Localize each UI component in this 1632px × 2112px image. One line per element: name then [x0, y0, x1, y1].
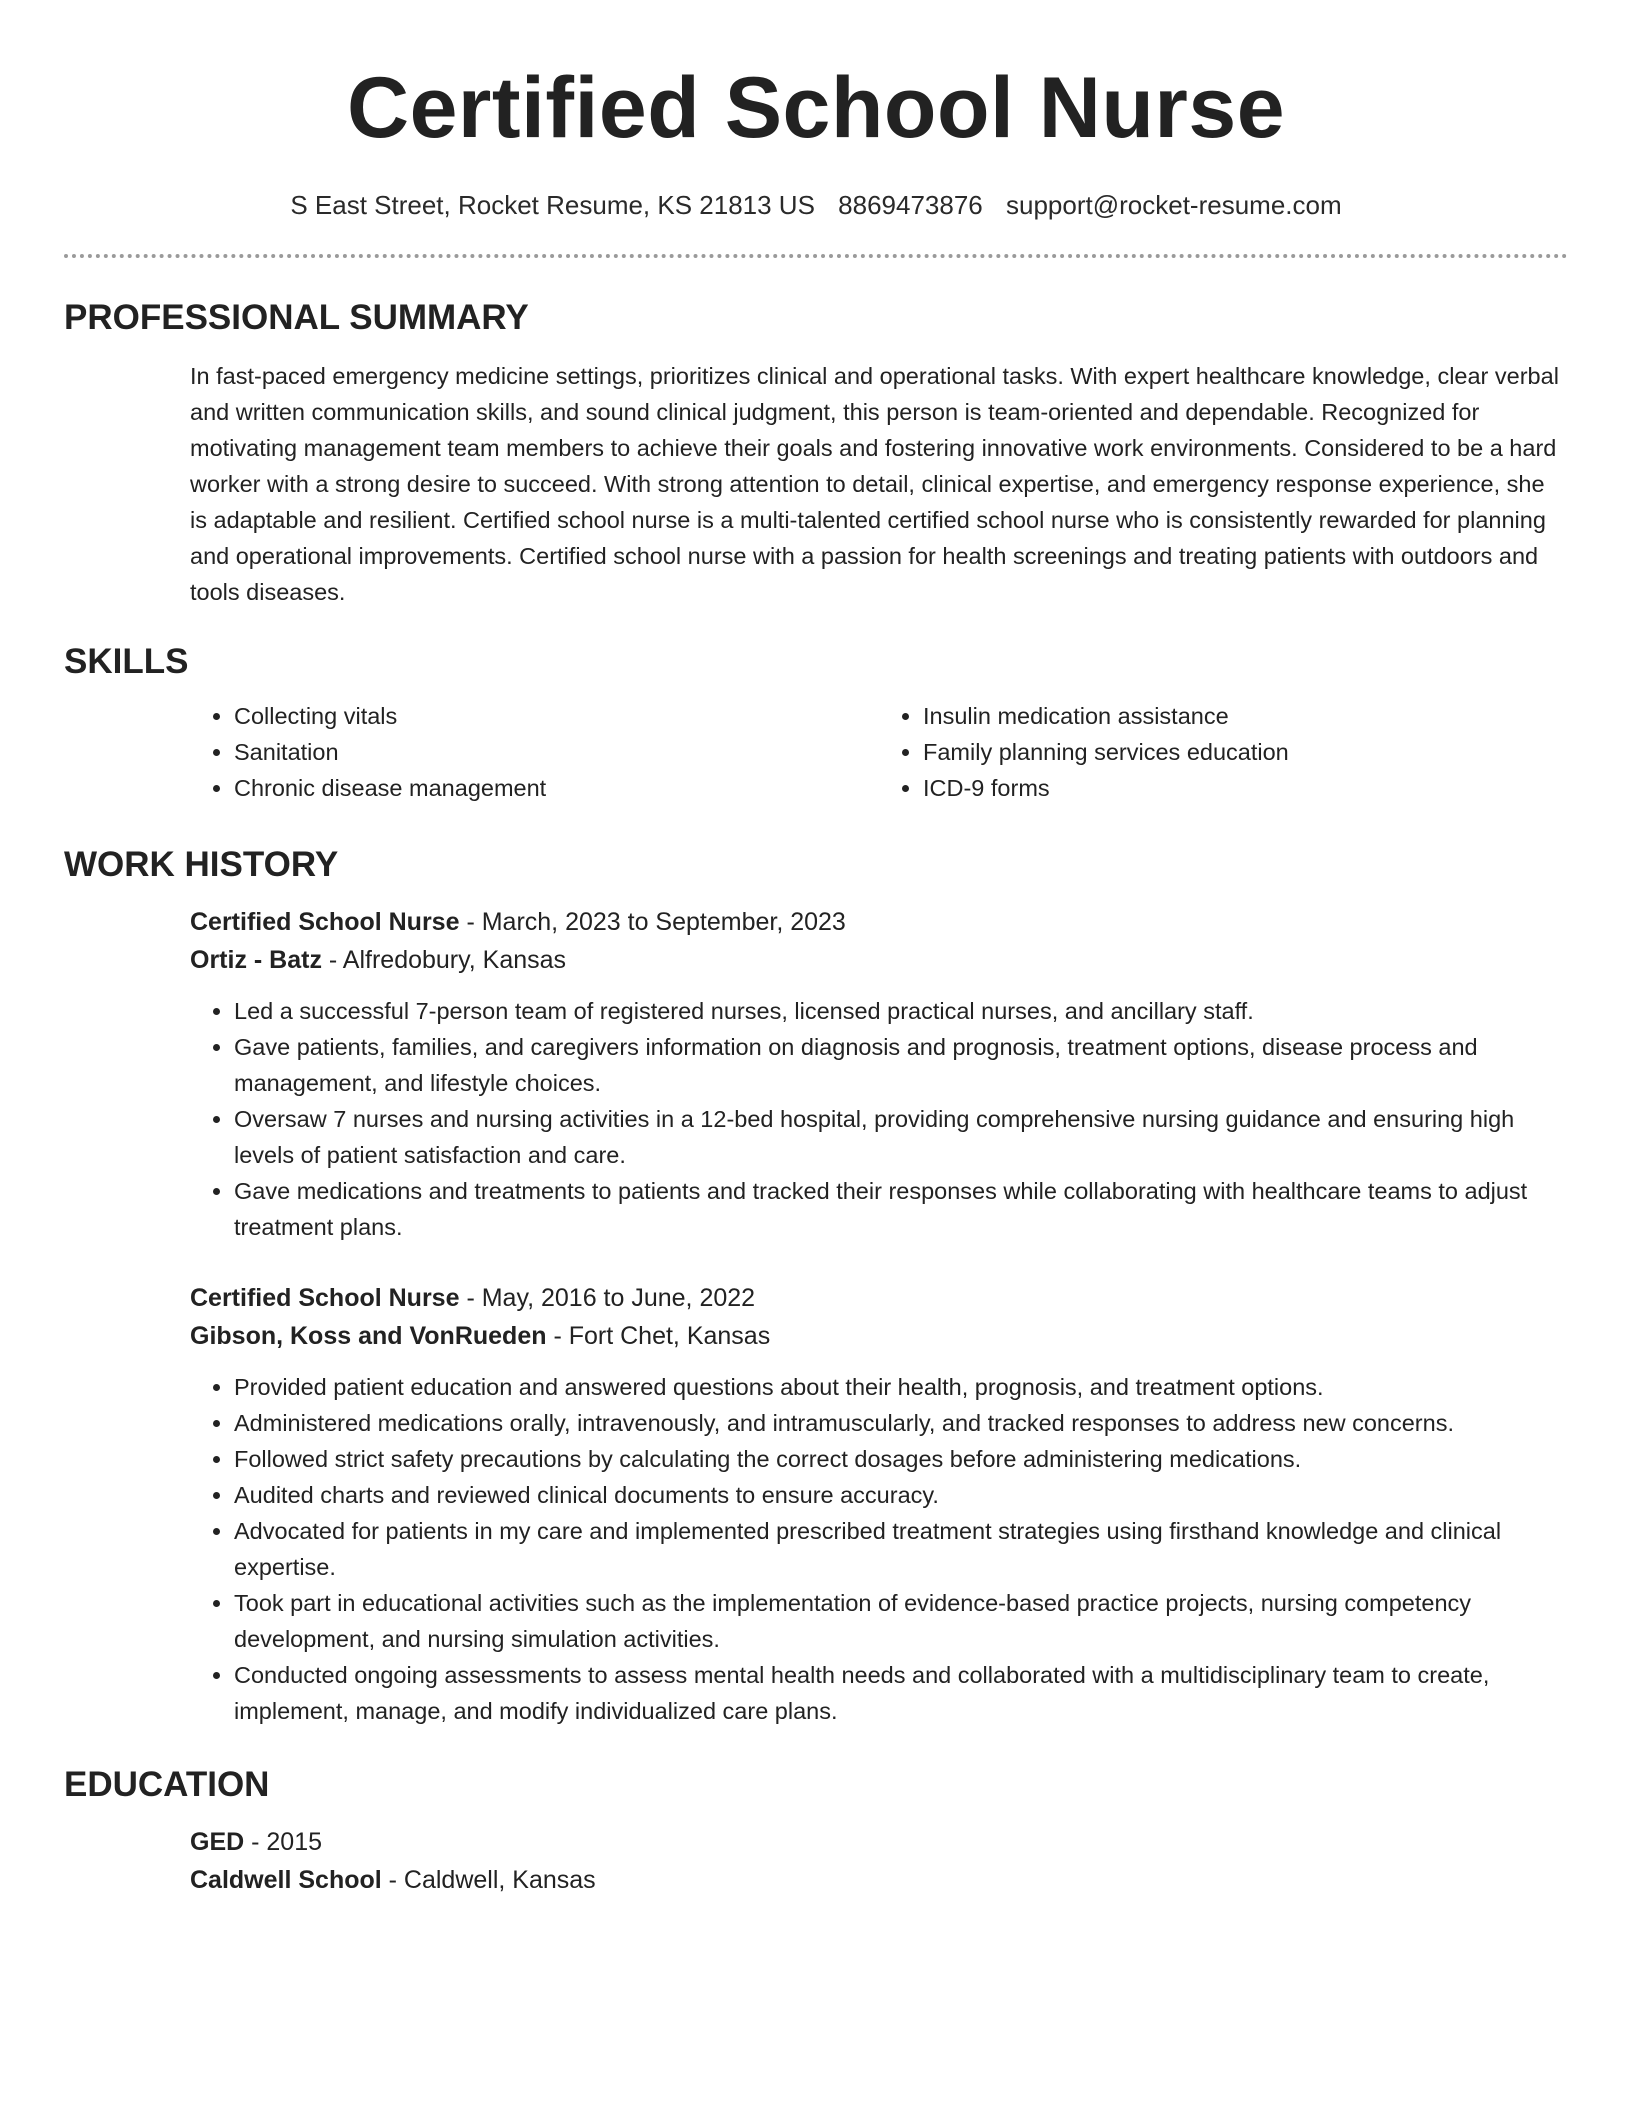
contact-address: S East Street, Rocket Resume, KS 21813 US [290, 190, 815, 220]
skill-item: • Collecting vitals [234, 698, 879, 734]
job-company-line [190, 1317, 1568, 1355]
job-bullets [190, 1369, 1568, 1729]
skill-item: • Sanitation [234, 734, 879, 770]
education-section [64, 1763, 1568, 1899]
education-year: - 2015 [244, 1828, 323, 1856]
contact-email: support@rocket-resume.com [1006, 190, 1342, 220]
skill-item: • Family planning services education [923, 734, 1568, 770]
job-bullet: • Took part in educational activities such as the implementation of evidence-based practice projects, nursing competency development, and nursing simulation activities. [234, 1585, 1568, 1657]
skills-grid [190, 698, 1568, 806]
resume-name: Certified School Nurse [346, 60, 1286, 156]
skills-list-right [879, 698, 1568, 806]
job-bullet: • Oversaw 7 nurses and nursing activities in a 12-bed hospital, providing comprehensive nursing guidance and ensuring high levels of patient satisfaction and care. [234, 1101, 1568, 1173]
job-bullet: • Advocated for patients in my care and implemented prescribed treatment strategies using firsthand knowledge and clinical expertise. [234, 1513, 1568, 1585]
job-entry [190, 1279, 1568, 1729]
skill-item: • ICD-9 forms [923, 770, 1568, 806]
resume-page [64, 0, 1568, 1894]
job-company: Ortiz - Batz [190, 946, 322, 974]
header-divider [64, 254, 1568, 258]
job-bullet: • Provided patient education and answered questions about their health, prognosis, and treatment options. [234, 1369, 1568, 1405]
summary-section [64, 296, 1568, 610]
education-title: EDUCATION [64, 1765, 270, 1804]
job-location: - Alfredobury, Kansas [321, 946, 567, 974]
job-company: Gibson, Koss and VonRueden [190, 1322, 547, 1350]
job-role-line [190, 1279, 1568, 1317]
work-section [64, 843, 1568, 1729]
job-bullet: • Led a successful 7-person team of registered nurses, licensed practical nurses, and ancillary staff. [234, 993, 1568, 1029]
job-role-line [190, 903, 1568, 941]
education-school-line [190, 1861, 1568, 1899]
contact-phone: 8869473876 [838, 190, 983, 220]
summary-title: PROFESSIONAL SUMMARY [64, 298, 529, 337]
skills-list-left [190, 698, 879, 806]
job-bullet: • Audited charts and reviewed clinical documents to ensure accuracy. [234, 1477, 1568, 1513]
job-dates: - May, 2016 to June, 2022 [459, 1284, 756, 1312]
job-company-line [190, 941, 1568, 979]
education-school: Caldwell School [190, 1866, 382, 1894]
work-title: WORK HISTORY [64, 845, 339, 884]
skills-title: SKILLS [64, 642, 189, 681]
job-role: Certified School Nurse [190, 1284, 460, 1312]
job-bullet: • Gave medications and treatments to patients and tracked their responses while collaborating with healthcare teams to adjust treatment plans. [234, 1173, 1568, 1245]
skill-item: • Insulin medication assistance [923, 698, 1568, 734]
contact-line [64, 188, 1568, 222]
job-bullet: • Followed strict safety precautions by calculating the correct dosages before administering medications. [234, 1441, 1568, 1477]
job-bullet: • Administered medications orally, intravenously, and intramuscularly, and tracked responses to address new concerns. [234, 1405, 1568, 1441]
summary-text: In fast-paced emergency medicine settings, prioritizes clinical and operational tasks. With expert healthcare knowledge, clear verbal and written communication skills, and sound clinical judgment, this person is team-oriented and dependable. Recognized for motivating management team members to achieve their goals and fostering innovative work environments. Considered to be a hard worker with a strong desire to succeed. With strong attention to detail, clinical expertise, and emergency response experience, she is adaptable and resilient. Certified school nurse is a multi-talented certified school nurse who is consistently rewarded for planning and operational improvements. Certified school nurse with a passion for health screenings and treating patients with outdoors and tools diseases. [190, 363, 1559, 605]
job-bullets [190, 993, 1568, 1245]
education-degree-line [190, 1823, 1568, 1861]
job-bullet: • Conducted ongoing assessments to assess mental health needs and collaborated with a multidisciplinary team to create, implement, manage, and modify individualized care plans. [234, 1657, 1568, 1729]
job-bullet: • Gave patients, families, and caregivers information on diagnosis and prognosis, treatment options, disease process and management, and lifestyle choices. [234, 1029, 1568, 1101]
job-role: Certified School Nurse [190, 908, 460, 936]
job-dates: - March, 2023 to September, 2023 [459, 908, 846, 936]
education-location: - Caldwell, Kansas [381, 1866, 596, 1894]
job-location: - Fort Chet, Kansas [546, 1322, 771, 1350]
skills-section [64, 640, 1568, 806]
skill-item: • Chronic disease management [234, 770, 879, 806]
education-entry [190, 1823, 1568, 1899]
job-entry [190, 903, 1568, 1245]
education-degree: GED [190, 1828, 245, 1856]
